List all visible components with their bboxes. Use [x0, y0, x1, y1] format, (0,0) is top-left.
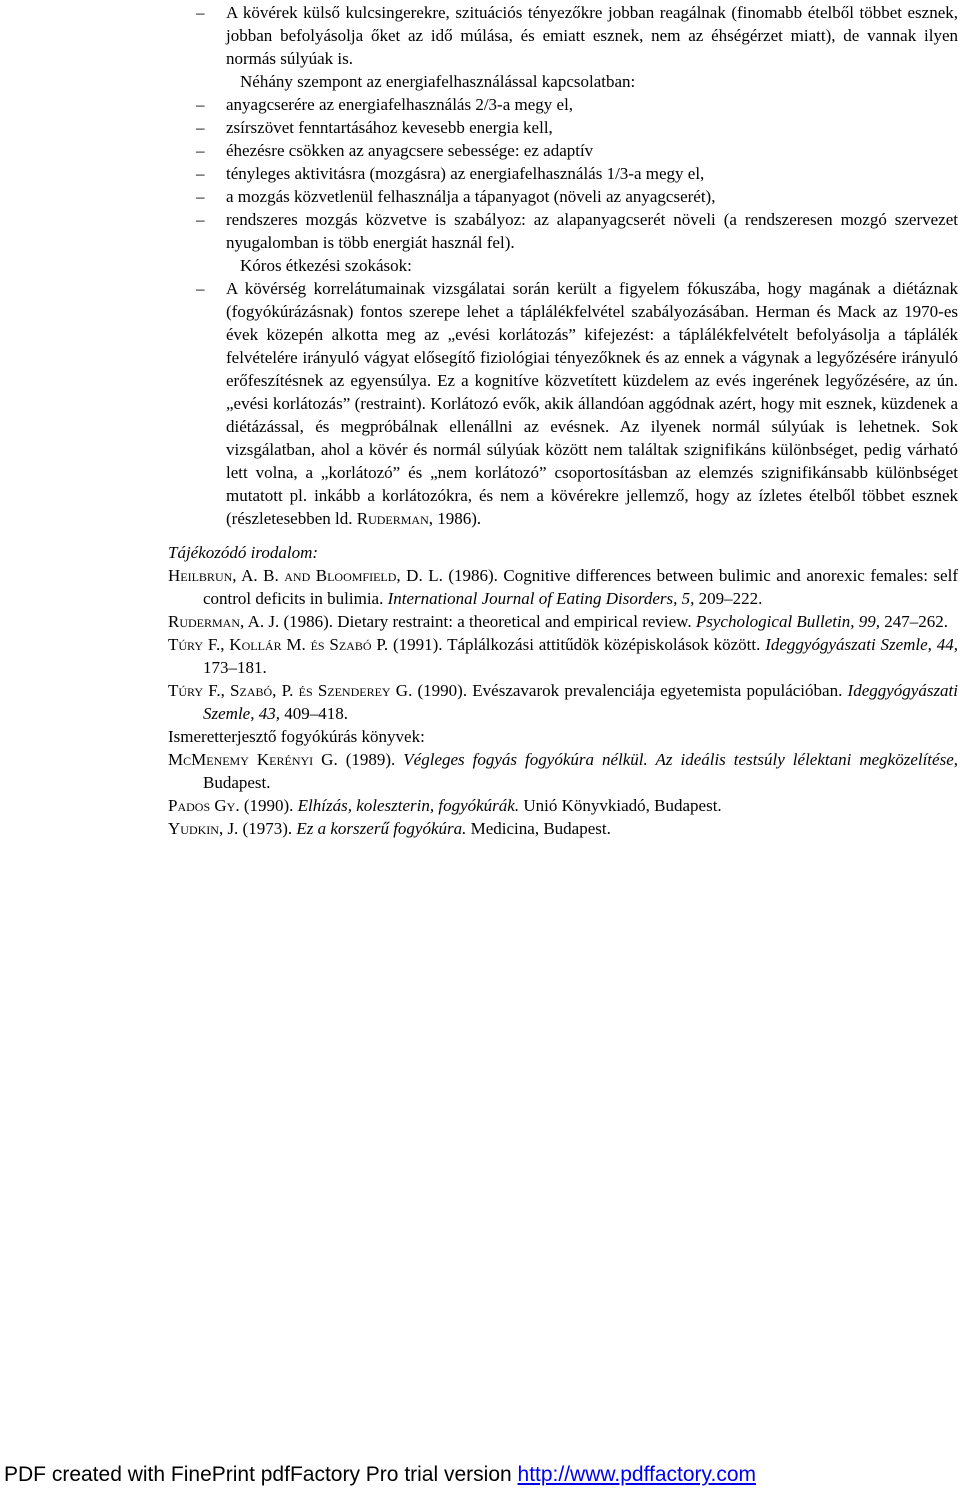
text-segment: 209–222.	[694, 589, 763, 608]
list-item	[0, 116, 960, 139]
dash-bullet: –	[196, 187, 205, 206]
list-item	[0, 185, 960, 208]
book-item	[0, 748, 960, 794]
text-segment: Budapest.	[203, 773, 271, 792]
dash-bullet: –	[196, 210, 205, 229]
text-segment: Unió Könyvkiadó, Budapest.	[519, 796, 722, 815]
reference-item	[0, 633, 960, 679]
text-segment: Ruderman	[356, 509, 429, 528]
dash-bullet: –	[196, 141, 205, 160]
text-segment: Heilbrun	[168, 566, 233, 585]
text-segment: , J. (1973).	[218, 819, 297, 838]
text-segment: F.,	[203, 635, 230, 654]
text-segment: Túry	[168, 681, 204, 700]
dash-bullet: –	[196, 3, 205, 22]
list-item	[0, 162, 960, 185]
text-segment: P. (1991). Táplálkozási attitűdök középiskolások között.	[371, 635, 766, 654]
text-segment: , P.	[272, 681, 299, 700]
text-segment: Túry	[168, 635, 204, 654]
text-segment: 173–181.	[203, 658, 267, 677]
text-segment: Kollár	[229, 635, 282, 654]
text-segment: és Szabó	[310, 635, 372, 654]
text-segment: , A. J. (1986). Dietary restraint: a theoretical and empirical review.	[240, 612, 696, 631]
text-segment: Ideggyógyászati Szemle, 43,	[203, 681, 959, 723]
list-item-text: tényleges aktivitásra (mozgásra) az energiafelhasználás 1/3-a megy el,	[226, 164, 705, 183]
text-segment: Elhízás, koleszterin, fogyókúrák.	[297, 796, 520, 815]
list-item-text: anyagcserére az energiafelhasználás 2/3-a megy el,	[226, 95, 574, 114]
text-segment: . (1990).	[235, 796, 298, 815]
text-segment: G. (1990). Evészavarok prevalenciája egyetemista populációban.	[390, 681, 848, 700]
text-segment: Pados Gy	[168, 796, 236, 815]
text-segment: Psychological Bulletin, 99,	[695, 612, 880, 631]
text-segment: A kövérség korrelátumainak vizsgálatai során került a figyelem fókuszába, hogy magának a diétáznak (fogyókúrázásnak) fontos szerepe lehet a táplálékfelvétel szabályozásában. Herman és Mack az 1970-es évek közepén alkotta meg az „evési korlátozás” kifejezést: a táplálékfelvételt befolyásolja a táplálék felvételére irányuló vágyat elősegítő fiziológiai tényezőknek és az ennek a vágynak a legyőzésére irányuló erőfeszítésnek az egyensúlya. Ez a kognitíve közvetített küzdelem az evés ingerének legyőzésére, az ún. „evési korlátozás” (restraint). Korlátozó evők, akik állandóan aggódnak azért, hogy mit esznek, küzdenek a diétázással, és megpróbálnak ellenállni az evésnek. Az ilyenek normál súlyúak is lehetnek. Sok vizsgálatban, ahol a kövér és normál súlyúak között nem találtak szignifikáns különbséget, pedig várható lett volna, a „korlátozó” és „nem korlátozó” csoportosításban az elemzés szignifikánsabb különbséget mutatott pl. inkább a korlátozókra, és nem a kövérekre jellemző, hogy az ízletes ételből többet esznek (részletesebben ld.	[226, 279, 958, 528]
dash-bullet: –	[196, 118, 205, 137]
text-segment: , 1986).	[428, 509, 482, 528]
text-segment: G. (1989).	[313, 750, 404, 769]
text-segment: McMenemy Kerényi	[168, 750, 314, 769]
reference-item	[0, 564, 960, 610]
text-segment: és Szenderey	[298, 681, 391, 700]
text-segment: Yudkin	[168, 819, 219, 838]
references-heading: Tájékozódó irodalom:	[168, 543, 319, 562]
text-segment: 409–418.	[279, 704, 348, 723]
text-segment: Ruderman	[168, 612, 241, 631]
text-segment: F.,	[203, 681, 231, 700]
references-list	[0, 564, 960, 725]
text-segment: , D. L. (1986). Cognitive differences between bulimic and anorexic females: self control deficits in bulimia.	[203, 566, 958, 608]
books-heading: Ismeretterjesztő fogyókúrás könyvek:	[168, 727, 425, 746]
list-item-text: éhezésre csökken az anyagcsere sebessége: ez adaptív	[226, 141, 594, 160]
pdf-footer	[4, 1462, 756, 1488]
text-segment: Végleges fogyás fogyókúra nélkül. Az ideális testsúly lélektani megközelítése,	[403, 750, 958, 769]
energy-list	[0, 93, 960, 254]
book-item	[0, 817, 960, 840]
text-segment: , A. B.	[232, 566, 285, 585]
text-segment: Medicina, Budapest.	[466, 819, 611, 838]
list-item-text: zsírszövet fenntartásához kevesebb energia kell,	[226, 118, 553, 137]
dash-bullet: –	[196, 95, 205, 114]
footer-text: PDF created with FinePrint pdfFactory Pro trial version	[4, 1463, 518, 1486]
text-segment: Ideggyógyászati Szemle, 44,	[765, 635, 959, 654]
dash-bullet: –	[196, 164, 205, 183]
footer-link[interactable]: http://www.pdffactory.com	[517, 1463, 757, 1486]
text-segment: International Journal of Eating Disorders, 5,	[387, 589, 695, 608]
book-item	[0, 794, 960, 817]
list-item	[0, 1, 960, 70]
list-item	[0, 139, 960, 162]
text-segment: M.	[281, 635, 311, 654]
section-heading-eating: Kóros étkezési szokások:	[240, 256, 412, 275]
books-list	[0, 748, 960, 840]
text-segment: Ez a korszerű fogyókúra.	[296, 819, 467, 838]
list-item-text: A kövérek külső kulcsingerekre, szituációs tényezőkre jobban reagálnak (finomabb ételből többet esznek, jobban befolyásolja őket az idő múlása, és emiatt esznek, nem az éhségérzet miatt), de vannak ilyen normás súlyúak is.	[226, 3, 958, 68]
eating-paragraph	[226, 279, 958, 528]
list-item-text: rendszeres mozgás közvetve is szabályoz: az alapanyagcserét növeli (a rendszeresen mozgó szervezet nyugalomban is több energiát használ fel).	[226, 210, 958, 252]
reference-item	[0, 610, 960, 633]
text-segment: and Bloomfield	[284, 566, 397, 585]
list-item	[0, 208, 960, 254]
list-item-eating	[0, 277, 960, 530]
document-page	[0, 1, 960, 840]
list-item	[0, 93, 960, 116]
text-segment: Szabó	[230, 681, 273, 700]
reference-item	[0, 679, 960, 725]
section-heading-energy: Néhány szempont az energiafelhasználással kapcsolatban:	[240, 72, 636, 91]
dash-bullet: –	[196, 279, 205, 298]
text-segment: 247–262.	[880, 612, 948, 631]
list-item-text: a mozgás közvetlenül felhasználja a tápanyagot (növeli az anyagcserét),	[226, 187, 716, 206]
